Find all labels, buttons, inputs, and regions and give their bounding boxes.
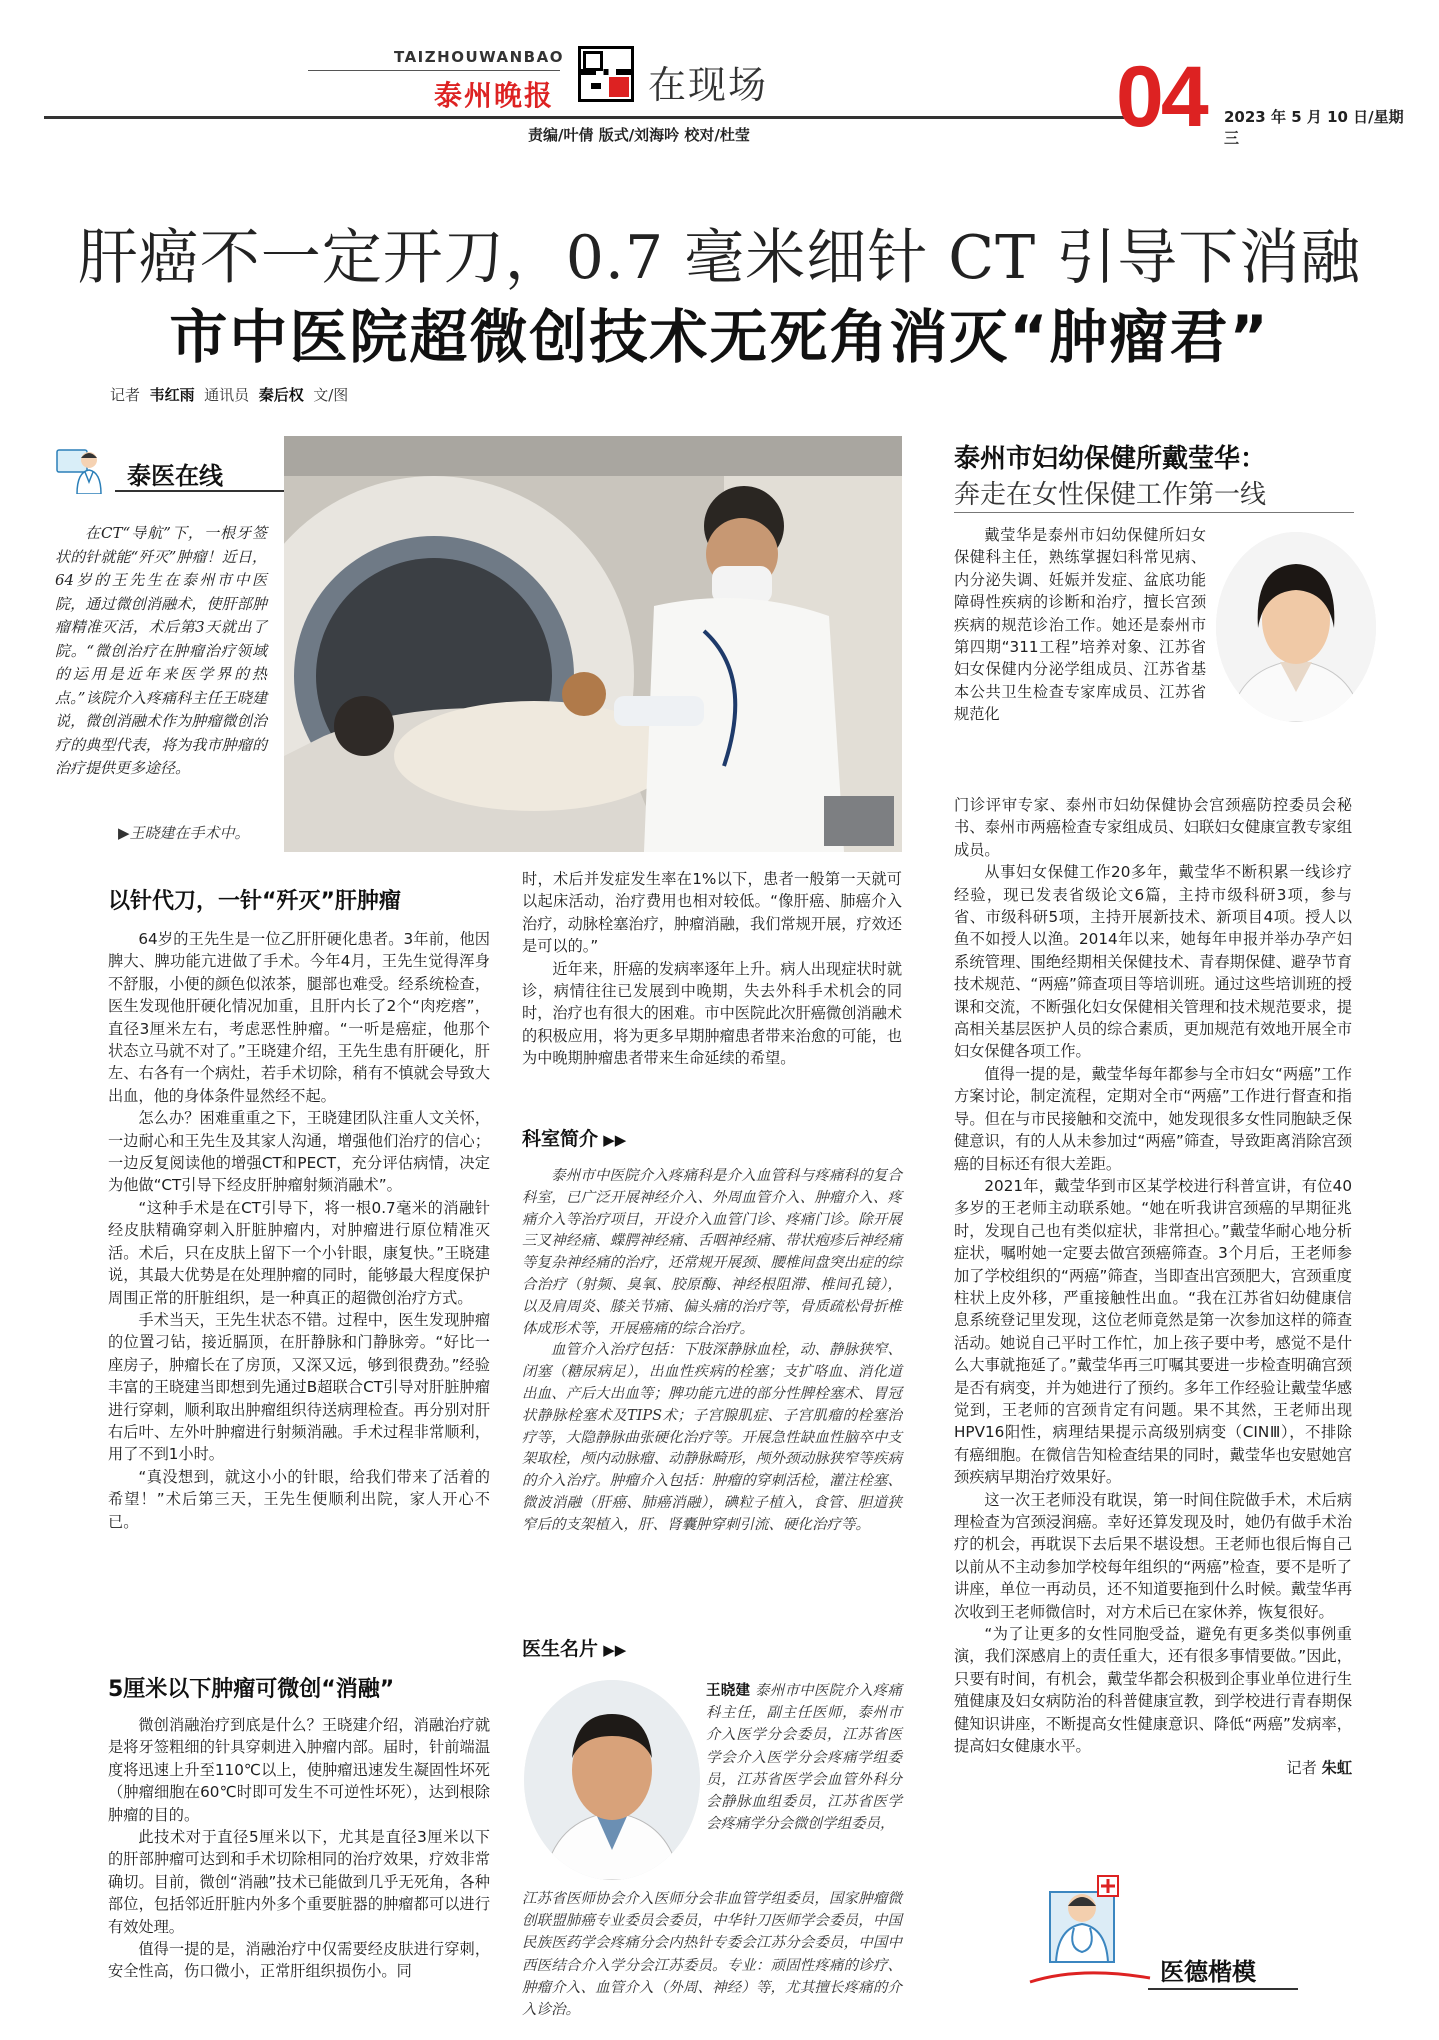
paragraph: 门诊评审专家、泰州市妇幼保健协会宫颈癌防控委员会秘书、泰州市两癌检查专家组成员、妇联妇女健康宣教专家组成员。 xyxy=(954,796,1352,859)
doctor-portrait-illustration xyxy=(524,1680,700,1880)
paragraph: 此技术对于直径5厘米以下，尤其是直径3厘米以下的肝部肿瘤可达到和手术切除相同的治疗效果，疗效非常确切。目前，微创“消融”技术已能做到几乎无死角，各种部位，包括邻近肝脏内外多个重要脏器的肿瘤都可以进行有效处理。 xyxy=(108,1828,490,1936)
column-badge xyxy=(1010,1862,1310,2012)
dept-intro-text xyxy=(522,1166,902,1537)
paragraph: 时，术后并发症发生率在1%以下，患者一般第一天就可以起床活动，治疗费用也相对较低。“像肝癌、肺癌介入治疗，动脉栓塞治疗，肿瘤消融，我们常规开展，疗效还是可以的。” xyxy=(522,870,902,956)
right-article-subtitle: 奔走在女性保健工作第一线 xyxy=(954,480,1267,510)
ct-scanner-illustration xyxy=(284,436,902,852)
paragraph: 值得一提的是，戴莹华每年都参与全市妇女“两癌”工作方案讨论，制定流程，定期对全市“两癌”工作进行督查和指导。但在与市民接触和交流中，她发现很多女性同胞缺乏保健意识，有的人从未参加过“两癌”筛查，导致距离消除宫颈癌的目标还有很大差距。 xyxy=(954,1064,1352,1173)
issue-date: 2023 年 5 月 10 日/星期三 xyxy=(1224,108,1404,147)
masthead xyxy=(44,40,1404,160)
article-intro: 在CT“导航”下，一根牙签状的针就能“歼灭”肿瘤！近日，64岁的王先生在泰州市中医院，通过微创消融术，使肝部肿瘤精准灭活，术后第3天就出了院。“微创治疗在肿瘤治疗领域的运用是近年来医学界的热点。”该院介入疼痛科主任王晓建说，微创消融术作为肿瘤微创治疗的典型代表，将为我市肿瘤的治疗提供更多途径。 xyxy=(55,524,267,777)
paragraph: 64岁的王先生是一位乙肝肝硬化患者。3年前，他因脾大、脾功能亢进做了手术。今年4月，王先生觉得浑身不舒服，小便的颜色似浓茶，腿部也难受。经系统检查，医生发现他肝硬化情况加重，且肝内长了2个“肉疙瘩”，直径3厘米左右，考虑恶性肿瘤。“一听是癌症，他那个状态立马就不对了。”王晓建介绍，王先生患有肝硬化，肝左、右各有一个病灶，若手术切除，稍有不慎就会导致大出血，他的身体条件显然经不起。 xyxy=(108,930,490,1105)
section-title: 在现场 xyxy=(648,63,769,107)
section-heading-1: 以针代刀，一针“歼灭”肝肿瘤 xyxy=(108,889,401,914)
paragraph: 泰州市中医院介入疼痛科是介入血管科与疼痛科的复合科室，已广泛开展神经介入、外周血管介入、肿瘤介入、疼痛介入等治疗项目，开设介入血管门诊、疼痛门诊。除开展三叉神经痛、蝶腭神经痛、舌咽神经痛、带状疱疹后神经痛等复杂神经痛的治疗，还常规开展颈、腰椎间盘突出症的综合治疗（射频、臭氧、胶原酶、神经根阻滞、椎间孔镜），以及肩周炎、膝关节痛、偏头痛的治疗等，骨质疏松骨折椎体成形术等，开展癌痛的综合治疗。 xyxy=(522,1168,902,1337)
paragraph: 这一次王老师没有耽误，第一时间住院做手术，术后病理检查为宫颈浸润癌。幸好还算发现及时，她仍有做手术治疗的机会，再耽误下去后果不堪设想。王老师也很后悔自己以前从不主动参加学校每年组织的“两癌”检查，要不是听了讲座，单位一再动员，还不知道要拖到什么时候。戴莹华再次收到王老师微信时，对方术后已在家休养，恢复很好。 xyxy=(954,1490,1352,1621)
paragraph: 戴莹华是泰州市妇幼保健所妇女保健科主任，熟练掌握妇科常见病、内分泌失调、妊娠并发症、盆底功能障碍性疾病的诊断和治疗，擅长宫颈疾病的规范诊治工作。她还是泰州市第四期“311工程”培养对象、江苏省妇女保健内分泌学组成员、江苏省基本公共卫生检查专家库成员、江苏省规范化 xyxy=(954,526,1206,724)
headline-main: 市中医院超微创技术无死角消灭“肿瘤君” xyxy=(169,303,1270,371)
paragraph: 血管介入治疗包括：下肢深静脉血栓，动、静脉狭窄、闭塞（糖尿病足），出血性疾病的栓塞；支扩咯血、消化道出血、产后大出血等；脾功能亢进的部分性脾栓塞术、胃冠状静脉栓塞术及TIPS术；子宫腺肌症、子宫肌瘤的栓塞治疗等，大隐静脉曲张硬化治疗等。开展急性缺血性脑卒中支架取栓，颅内动脉瘤、动静脉畸形，颅外颈动脉狭窄等疾病的介入治疗。肿瘤介入包括：肿瘤的穿刺活检，灌注栓塞、微波消融（肝癌、肺癌消融），碘粒子植入，食管、胆道狭窄后的支架植入，肝、肾囊肿穿刺引流、硬化治疗等。 xyxy=(522,1342,902,1533)
page-number: 04 xyxy=(1116,49,1206,145)
right-article-author xyxy=(954,1757,1352,1779)
doctor-with-stethoscope-icon xyxy=(1010,1862,1160,1992)
right-article-body xyxy=(954,794,1352,1780)
paragraph: 怎么办？困难重重之下，王晓建团队注重人文关怀，一边耐心和王先生及其家人沟通，增强他们治疗的信心；一边反复阅读他的增强CT和PECT，充分评估病情，决定为他做“CT引导下经皮肝肿瘤射频消融术”。 xyxy=(108,1109,490,1195)
doctor-portrait xyxy=(524,1680,700,1880)
paper-name-cn-logo: 泰州晚报 xyxy=(434,79,555,112)
photo-caption: ▶王晓建在手术中。 xyxy=(118,824,250,842)
column-badge-title: 医德楷模 xyxy=(1160,1958,1256,1986)
column-tag xyxy=(55,444,255,494)
doctor-card-heading: 医生名片 ▶▶ xyxy=(522,1634,626,1661)
paragraph: “为了让更多的女性同胞受益，避免有更多类似事例重演，我们深感肩上的责任重大，还有很多事情要做。”因此，只要有时间，有机会，戴莹华都会积极到企事业单位进行生殖健康及妇女病防治的科普健康宣教，到学校进行青春期保健知识讲座，不断提高女性健康意识、降低“两癌”发病率，提高妇女健康水平。 xyxy=(954,1625,1352,1756)
doctor-icon xyxy=(55,444,107,494)
paragraph: 近年来，肝癌的发病率逐年上升。病人出现症状时就诊，病情往往已发展到中晚期，失去外科手术机会的同时，治疗也有很大的困难。市中医院此次肝癌微创消融术的积极应用，将为更多早期肿瘤患者带来治愈的可能，也为中晚期肿瘤患者带来生命延续的希望。 xyxy=(522,959,902,1068)
column-badge-rule xyxy=(1148,1988,1298,1990)
headline-kicker: 肝癌不一定开刀，0.7 毫米细针 CT 引导下消融 xyxy=(77,223,1362,293)
paper-name-en: TAIZHOUWANBAO xyxy=(394,48,564,66)
doctor-bio-bottom: 江苏省医师协会介入医师分会非血管学组委员，国家肿瘤微创联盟肺癌专业委员会委员，中华针刀医师学会委员，中国民族医药学会疼痛分会内热针专委会江苏分会委员，中国中西医结合介入学分会江苏委员。专业：顽固性疼痛的诊疗、肿瘤介入、血管介入（外周、神经）等，尤其擅长疼痛的介入诊治。 xyxy=(522,1891,902,2019)
paragraph: 微创消融治疗到底是什么？王晓建介绍，消融治疗就是将牙签粗细的针具穿刺进入肿瘤内部。届时，针前端温度将迅速上升至110℃以上，使肿瘤迅速发生凝固性坏死（肿瘤细胞在60℃时即可发生不可逆性坏死），达到根除肿瘤的目的。 xyxy=(108,1716,490,1824)
daiyinghua-portrait xyxy=(1216,532,1376,722)
byline-corr-label: 通讯员 xyxy=(204,386,250,404)
right-article-title: 泰州市妇幼保健所戴莹华： xyxy=(954,444,1267,474)
right-article-lead xyxy=(954,524,1206,726)
paragraph: 手术当天，王先生状态不错。过程中，医生发现肿瘤的位置刁钻，接近膈顶，在肝静脉和门静脉旁。“好比一座房子，肿瘤长在了房顶，又深又远，够到很费劲。”经验丰富的王晓建当即想到先通过B超联合CT引导对肝脏肿瘤进行穿刺，顺利取出肿瘤组织待送病理检查。再分别对肝右后叶、左外叶肿瘤进行射频消融。手术过程非常顺利，用了不到1小时。 xyxy=(108,1310,490,1464)
byline-suffix: 文/图 xyxy=(313,386,349,404)
paragraph: 值得一提的是，消融治疗中仅需要经皮肤进行穿刺，安全性高，伤口微小，正常肝组织损伤小。同 xyxy=(108,1940,490,1981)
section-heading-2: 5厘米以下肿瘤可微创“消融” xyxy=(108,1677,395,1702)
dept-intro-heading: 科室简介 ▶▶ xyxy=(522,1124,626,1151)
article-column-1 xyxy=(108,928,490,1533)
column-tag-rule xyxy=(115,490,295,492)
article-column-2 xyxy=(522,868,902,1070)
editor-credits: 责编/叶倩 版式/刘海吟 校对/杜莹 xyxy=(528,126,750,144)
doctor-name: 王晓建 xyxy=(706,1683,751,1699)
byline xyxy=(110,384,348,405)
author-label: 记者 xyxy=(1286,1759,1317,1778)
qr-code-icon xyxy=(578,46,634,102)
paragraph: 从事妇女保健工作20多年，戴莹华不断积累一线诊疗经验，现已发表省级论文6篇，主持市级科研3项，参与省、市级科研5项，主持开展新技术、新项目4项。授人以鱼不如授人以渔。2014年以来，她每年申报并举办孕产妇系统管理、围绝经期相关保健技术、青春期保健、避孕节育技术规范、“两癌”筛查项目等培训班。通过这些培训班的授课和交流，不断强化妇女保健相关管理和技术规范要求，提高相关基层医护人员的综合素质，更加规范有效地开展全市妇女保健各项工作。 xyxy=(954,863,1352,1061)
byline-reporter-label: 记者 xyxy=(110,386,141,404)
doctor-bio: 泰州市中医院介入疼痛科主任，副主任医师，泰州市介入医学分会委员，江苏省医学会介入医学分会疼痛学组委员，江苏省医学会血管外科分会静脉血组委员，江苏省医学会疼痛学分会微创学组委员， xyxy=(706,1683,903,1833)
paragraph: “真没想到，就这小小的针眼，给我们带来了活着的希望！”术后第三天，王先生便顺利出院，家人开心不已。 xyxy=(108,1467,490,1531)
masthead-divider xyxy=(44,116,1124,119)
column-tag-title: 泰医在线 xyxy=(127,462,223,490)
author-name: 朱虹 xyxy=(1321,1759,1352,1778)
right-title-rule xyxy=(954,512,1354,513)
byline-corr: 秦后权 xyxy=(258,386,304,404)
surgery-photo xyxy=(284,436,902,852)
article-column-1-cont xyxy=(108,1714,490,1983)
paragraph: “这种手术是在CT引导下，将一根0.7毫米的消融针经皮肤精确穿刺入肝脏肿瘤内，对肿瘤进行原位精准灭活。术后，只在皮肤上留下一个小针眼，康复快。”王晓建说，其最大优势是在处理肿瘤的同时，能够最大程度保护周围正常的肝脏组织，是一种真正的超微创治疗方式。 xyxy=(108,1198,490,1307)
paragraph: 2021年，戴莹华到市区某学校进行科普宣讲，有位40多岁的王老师主动联系她。“她在听我讲宫颈癌的早期征兆时，发现自己也有类似症状，非常担心。”戴莹华耐心地分析症状，嘱咐她一定要去做宫颈癌筛查。3个月后，王老师参加了学校组织的“两癌”筛查，当即查出宫颈肥大，宫颈重度柱状上皮外移，严重接触性出血。“我在江苏省妇幼健康信息系统登记里发现，这位老师竟然是第一次参加这样的筛查活动。她说自己平时工作忙，加上孩子要中考，感觉不是什么大事就拖延了。”戴莹华再三叮嘱其要进一步检查明确宫颈是否有病变，并为她进行了预约。多年工作经验让戴莹华感觉到，王老师的宫颈肯定有问题。果不其然，王老师出现HPV16阳性，病理结果提示高级别病变（CINⅢ），不排除有癌细胞。在微信告知检查结果的同时，戴莹华也安慰她宫颈疾病早期治疗效果好。 xyxy=(954,1176,1352,1487)
doctor-bio-top xyxy=(706,1680,902,1835)
daiyinghua-portrait-illustration xyxy=(1216,532,1376,722)
byline-reporter: 韦红雨 xyxy=(149,386,195,404)
masthead-rule xyxy=(308,70,560,71)
